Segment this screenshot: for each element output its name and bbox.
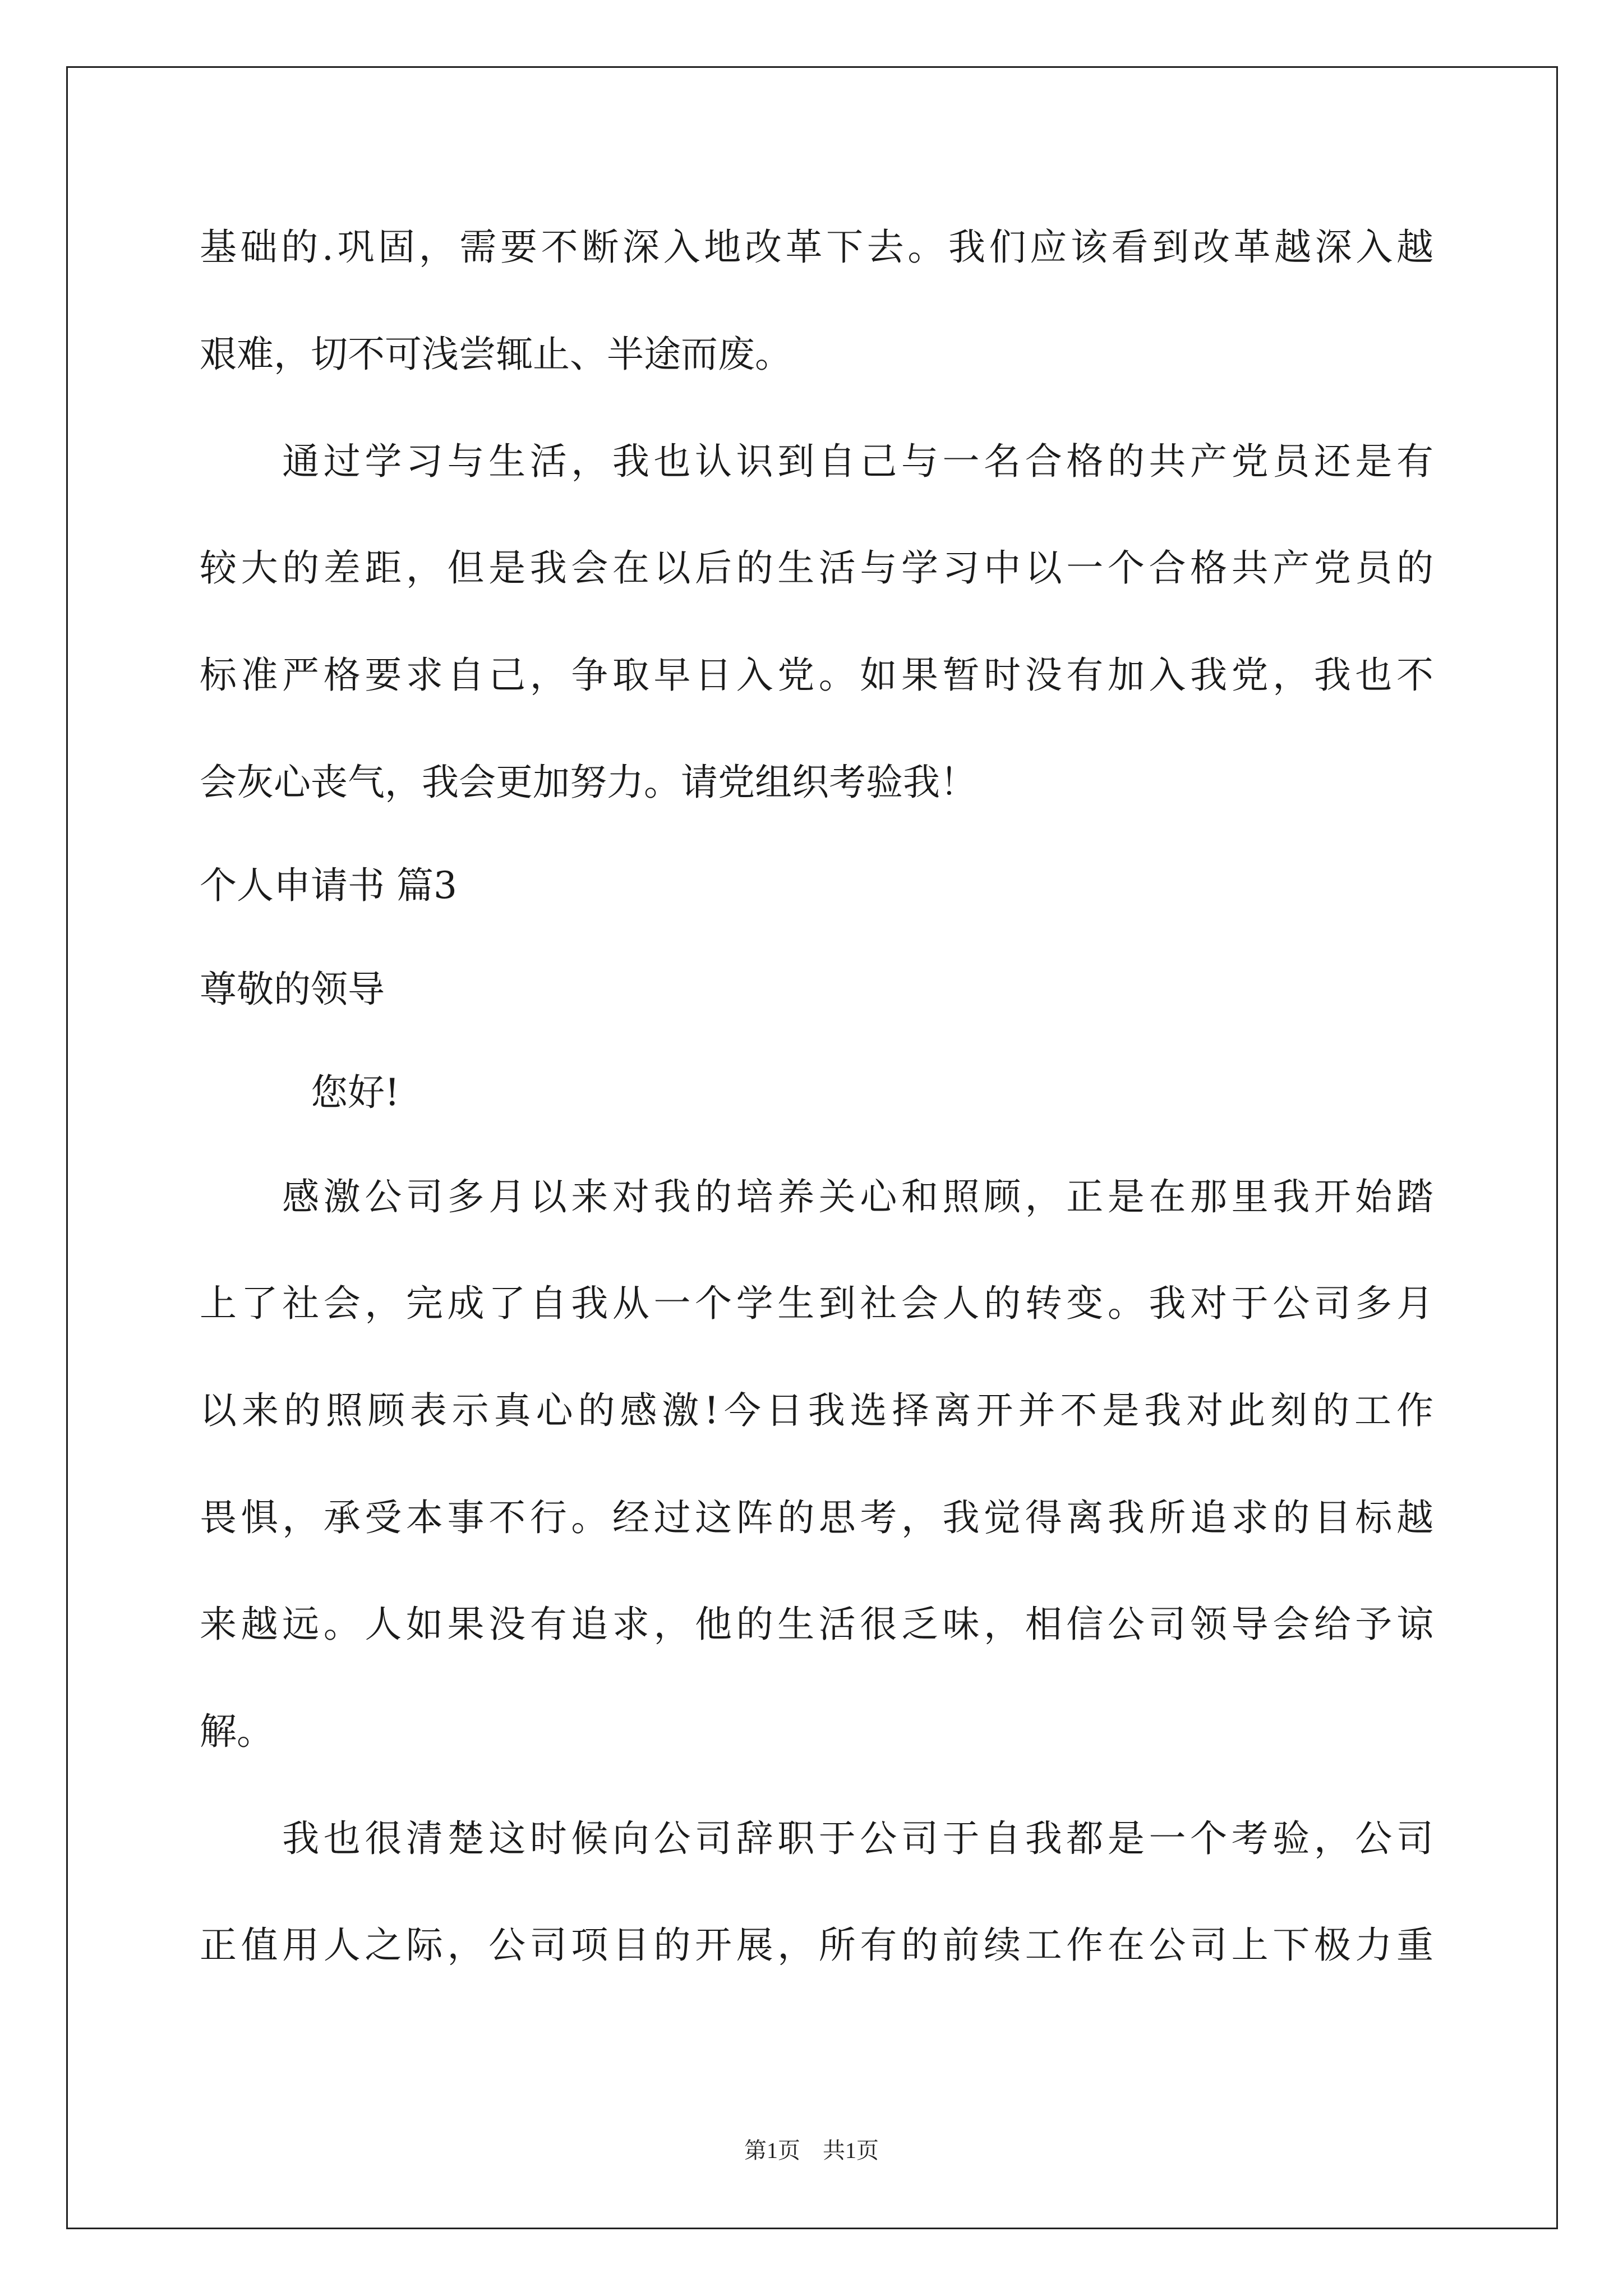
text-line: 艰难，切不可浅尝辄止、半途而废。 [200,333,792,376]
text-line: 较大的差距，但是我会在以后的生活与学习中以一个合格共产党员的 [200,546,1433,590]
text-line: 我也很清楚这时候向公司辞职于公司于自我都是一个考验，公司 [200,1817,1433,1860]
text-line: 通过学习与生活，我也认识到自己与一名合格的共产党员还是有 [200,440,1433,483]
text-line: 上了社会，完成了自我从一个学生到社会人的转变。我对于公司多月 [200,1282,1433,1325]
text-line: 来越远。人如果没有追求，他的生活很乏味，相信公司领导会给予谅 [200,1603,1433,1646]
text-line: 畏惧，承受本事不行。经过这阵的思考，我觉得离我所追求的目标越 [200,1496,1433,1539]
text-line: 感激公司多月以来对我的培养关心和照顾，正是在那里我开始踏 [200,1175,1433,1218]
page-border [66,66,1558,2229]
text-line: 会灰心丧气，我会更加努力。请党组织考验我！ [200,761,977,804]
salutation: 尊敬的领导 [200,968,385,1011]
text-line: 基础的.巩固，需要不断深入地改革下去。我们应该看到改革越深入越 [200,226,1433,269]
text-line: 正值用人之际，公司项目的开展，所有的前续工作在公司上下极力重 [200,1924,1433,1967]
greeting: 您好! [200,1071,400,1114]
text-line: 解。 [200,1710,274,1753]
text-line: 以来的照顾表示真心的感激!今日我选择离开并不是我对此刻的工作 [200,1389,1433,1432]
text-line: 标准严格要求自己，争取早日入党。如果暂时没有加入我党，我也不 [200,654,1433,697]
section-heading: 个人申请书 篇3 [200,864,457,907]
page-number: 第1页 共1页 [744,2138,879,2163]
